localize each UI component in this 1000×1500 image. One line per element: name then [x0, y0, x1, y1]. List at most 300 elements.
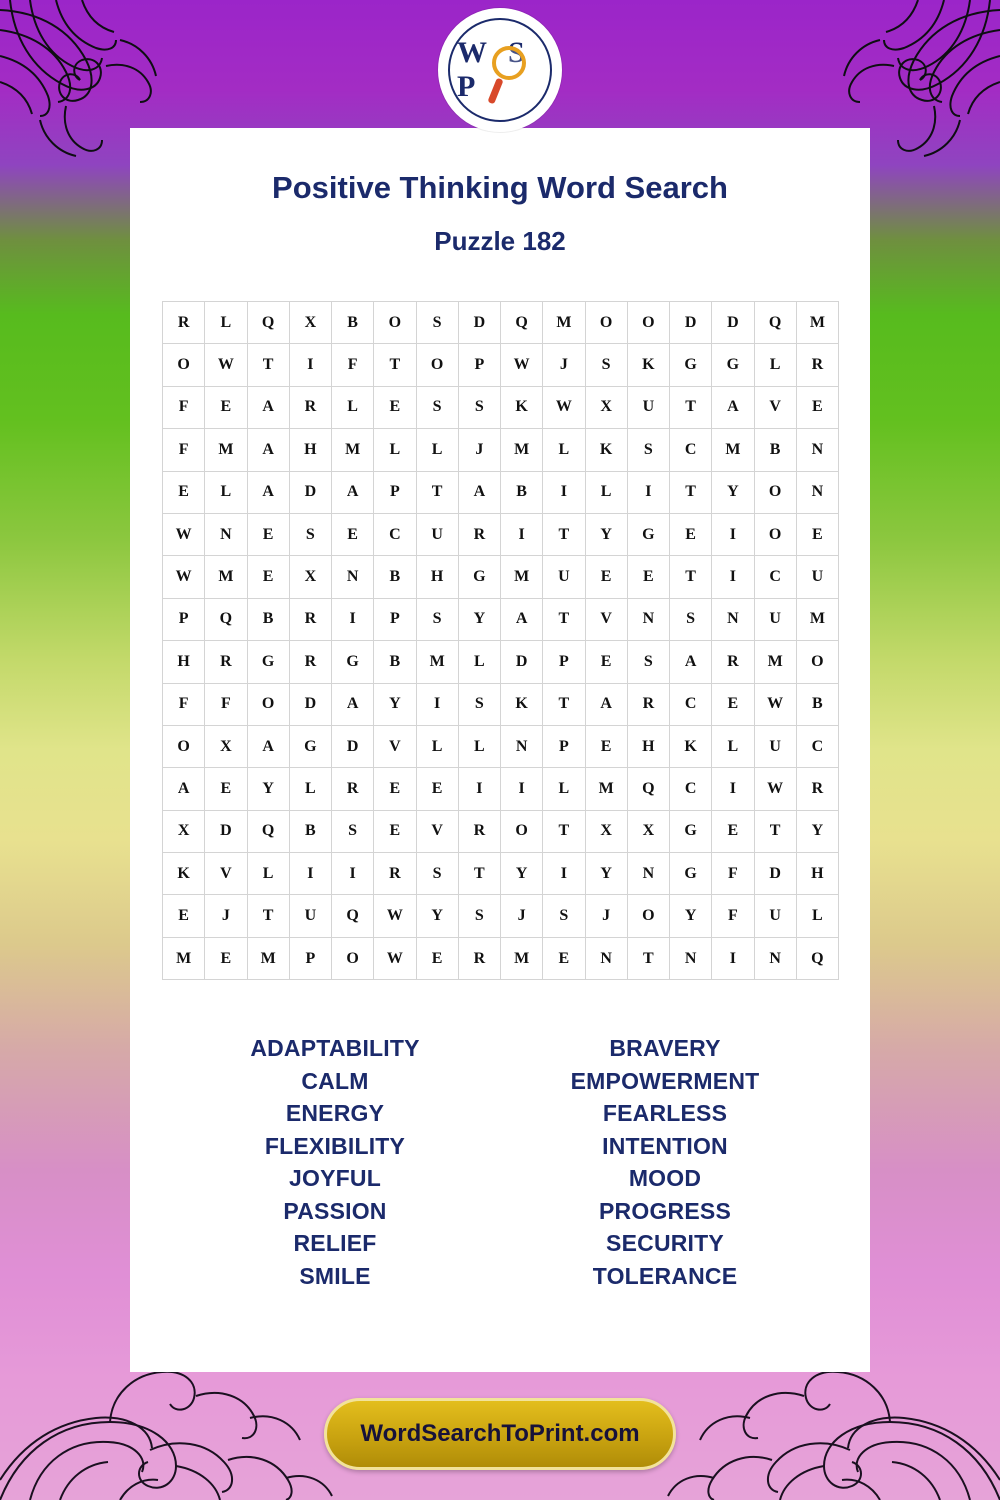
grid-cell[interactable]: I [332, 598, 374, 640]
grid-cell[interactable]: Y [501, 853, 543, 895]
grid-cell[interactable]: K [501, 683, 543, 725]
grid-cell[interactable]: T [627, 937, 669, 979]
grid-cell[interactable]: A [332, 683, 374, 725]
word-list-item: CALM [301, 1067, 369, 1094]
grid-cell[interactable]: O [163, 344, 205, 386]
grid-cell[interactable]: S [416, 853, 458, 895]
grid-cell[interactable]: I [458, 768, 500, 810]
grid-cell[interactable]: W [501, 344, 543, 386]
grid-cell[interactable]: L [205, 302, 247, 344]
word-list-item: PASSION [283, 1197, 387, 1224]
grid-cell[interactable]: B [796, 683, 838, 725]
grid-cell[interactable]: G [670, 810, 712, 852]
grid-cell[interactable]: X [163, 810, 205, 852]
grid-cell[interactable]: U [754, 895, 796, 937]
grid-cell[interactable]: K [163, 853, 205, 895]
word-list-item: SECURITY [606, 1230, 724, 1257]
grid-cell[interactable]: T [670, 386, 712, 428]
grid-cell[interactable]: M [501, 937, 543, 979]
grid-cell[interactable]: Q [501, 302, 543, 344]
grid-cell[interactable]: X [205, 725, 247, 767]
grid-cell[interactable]: R [289, 641, 331, 683]
grid-cell[interactable]: G [247, 641, 289, 683]
grid-cell[interactable]: N [712, 598, 754, 640]
grid-cell[interactable]: U [289, 895, 331, 937]
grid-cell[interactable]: L [247, 853, 289, 895]
grid-cell[interactable]: N [670, 937, 712, 979]
grid-cell[interactable]: G [670, 853, 712, 895]
grid-cell[interactable]: U [627, 386, 669, 428]
grid-cell[interactable]: P [543, 725, 585, 767]
grid-cell[interactable]: O [416, 344, 458, 386]
grid-cell[interactable]: S [627, 429, 669, 471]
grid-cell[interactable]: Y [712, 471, 754, 513]
grid-cell[interactable]: L [712, 725, 754, 767]
grid-cell[interactable]: W [754, 768, 796, 810]
grid-cell[interactable]: E [374, 386, 416, 428]
grid-cell[interactable]: R [205, 641, 247, 683]
word-list-item: EMPOWERMENT [570, 1067, 760, 1094]
grid-cell[interactable]: V [205, 853, 247, 895]
grid-cell[interactable]: D [712, 302, 754, 344]
word-search-grid-wrap [162, 301, 838, 980]
grid-cell[interactable]: H [163, 641, 205, 683]
grid-cell[interactable]: L [416, 429, 458, 471]
grid-cell[interactable]: D [458, 302, 500, 344]
grid-cell[interactable]: N [501, 725, 543, 767]
grid-cell[interactable]: E [585, 725, 627, 767]
grid-cell[interactable]: R [627, 683, 669, 725]
grid-cell[interactable]: R [289, 386, 331, 428]
grid-cell[interactable]: W [374, 937, 416, 979]
grid-cell[interactable]: F [163, 386, 205, 428]
grid-row [163, 810, 839, 852]
grid-cell[interactable]: W [754, 683, 796, 725]
grid-cell[interactable]: E [416, 937, 458, 979]
grid-cell[interactable]: U [416, 513, 458, 555]
grid-row [163, 344, 839, 386]
grid-row [163, 725, 839, 767]
grid-cell[interactable]: Y [796, 810, 838, 852]
grid-cell[interactable]: Y [670, 895, 712, 937]
grid-cell[interactable]: A [585, 683, 627, 725]
grid-cell[interactable]: N [627, 598, 669, 640]
grid-cell[interactable]: E [627, 556, 669, 598]
grid-cell[interactable]: I [712, 768, 754, 810]
grid-cell[interactable]: Q [796, 937, 838, 979]
grid-cell[interactable]: T [543, 598, 585, 640]
grid-cell[interactable]: S [670, 598, 712, 640]
grid-cell[interactable]: E [205, 768, 247, 810]
grid-cell[interactable]: Q [332, 895, 374, 937]
grid-cell[interactable]: A [501, 598, 543, 640]
grid-cell[interactable]: N [796, 471, 838, 513]
grid-cell[interactable]: R [163, 302, 205, 344]
grid-cell[interactable]: T [543, 513, 585, 555]
grid-cell[interactable]: U [796, 556, 838, 598]
grid-cell[interactable]: B [289, 810, 331, 852]
grid-cell[interactable]: M [543, 302, 585, 344]
grid-cell[interactable]: O [332, 937, 374, 979]
grid-cell[interactable]: Q [247, 810, 289, 852]
grid-cell[interactable]: O [374, 302, 416, 344]
grid-cell[interactable]: T [670, 556, 712, 598]
grid-cell[interactable]: I [712, 513, 754, 555]
grid-cell[interactable]: P [289, 937, 331, 979]
site-url-text: WordSearchToPrint.com [360, 1420, 640, 1447]
grid-cell[interactable]: P [374, 598, 416, 640]
grid-cell[interactable]: T [543, 810, 585, 852]
grid-cell[interactable]: S [289, 513, 331, 555]
grid-cell[interactable]: I [289, 853, 331, 895]
grid-cell[interactable]: F [163, 429, 205, 471]
grid-cell[interactable]: M [796, 302, 838, 344]
grid-cell[interactable]: B [374, 556, 416, 598]
grid-cell[interactable]: E [796, 386, 838, 428]
grid-cell[interactable]: I [712, 937, 754, 979]
grid-cell[interactable]: K [627, 344, 669, 386]
grid-cell[interactable]: E [332, 513, 374, 555]
grid-cell[interactable]: E [712, 683, 754, 725]
grid-cell[interactable]: U [754, 725, 796, 767]
grid-cell[interactable]: P [374, 471, 416, 513]
grid-cell[interactable]: R [458, 810, 500, 852]
grid-cell[interactable]: S [585, 344, 627, 386]
grid-cell[interactable]: F [332, 344, 374, 386]
grid-cell[interactable]: A [247, 471, 289, 513]
page-title: Positive Thinking Word Search [272, 170, 728, 205]
grid-cell[interactable]: N [754, 937, 796, 979]
grid-row [163, 386, 839, 428]
grid-cell[interactable]: W [163, 513, 205, 555]
grid-cell[interactable]: A [332, 471, 374, 513]
grid-cell[interactable]: L [458, 725, 500, 767]
grid-cell[interactable]: S [627, 641, 669, 683]
grid-cell[interactable]: E [163, 895, 205, 937]
grid-cell[interactable]: N [796, 429, 838, 471]
grid-cell[interactable]: T [374, 344, 416, 386]
grid-cell[interactable]: B [332, 302, 374, 344]
grid-cell[interactable]: O [627, 895, 669, 937]
word-list-item: MOOD [628, 1165, 702, 1192]
grid-cell[interactable]: F [712, 853, 754, 895]
grid-cell[interactable]: C [670, 683, 712, 725]
grid-cell[interactable]: L [543, 429, 585, 471]
grid-row [163, 513, 839, 555]
grid-cell[interactable]: Q [247, 302, 289, 344]
puzzle-sheet [130, 128, 870, 1372]
grid-cell[interactable]: I [501, 513, 543, 555]
grid-cell[interactable]: E [247, 556, 289, 598]
grid-cell[interactable]: B [374, 641, 416, 683]
grid-cell[interactable]: M [416, 641, 458, 683]
grid-cell[interactable]: O [796, 641, 838, 683]
grid-cell[interactable]: L [543, 768, 585, 810]
grid-cell[interactable]: X [289, 302, 331, 344]
grid-cell[interactable]: G [289, 725, 331, 767]
grid-row [163, 937, 839, 979]
grid-cell[interactable]: D [754, 853, 796, 895]
grid-row [163, 302, 839, 344]
grid-cell[interactable]: X [585, 386, 627, 428]
grid-cell[interactable]: O [501, 810, 543, 852]
grid-cell[interactable]: K [501, 386, 543, 428]
grid-cell[interactable]: O [627, 302, 669, 344]
grid-cell[interactable]: E [374, 810, 416, 852]
grid-cell[interactable]: M [205, 556, 247, 598]
grid-cell[interactable]: F [205, 683, 247, 725]
grid-cell[interactable]: R [374, 853, 416, 895]
grid-row [163, 598, 839, 640]
grid-cell[interactable]: C [374, 513, 416, 555]
grid-cell[interactable]: T [416, 471, 458, 513]
grid-cell[interactable]: X [289, 556, 331, 598]
grid-cell[interactable]: S [416, 386, 458, 428]
grid-cell[interactable]: D [332, 725, 374, 767]
grid-cell[interactable]: S [416, 598, 458, 640]
grid-cell[interactable]: C [754, 556, 796, 598]
grid-cell[interactable]: H [627, 725, 669, 767]
grid-cell[interactable]: G [458, 556, 500, 598]
word-list-item: FLEXIBILITY [264, 1132, 406, 1159]
grid-cell[interactable]: F [163, 683, 205, 725]
grid-cell[interactable]: Q [205, 598, 247, 640]
grid-cell[interactable]: T [754, 810, 796, 852]
grid-cell[interactable]: A [712, 386, 754, 428]
grid-row [163, 641, 839, 683]
grid-cell[interactable]: R [712, 641, 754, 683]
grid-cell[interactable]: B [247, 598, 289, 640]
grid-cell[interactable]: X [627, 810, 669, 852]
grid-cell[interactable]: N [585, 937, 627, 979]
grid-cell[interactable]: J [458, 429, 500, 471]
grid-cell[interactable]: E [712, 810, 754, 852]
grid-cell[interactable]: I [332, 853, 374, 895]
grid-cell[interactable]: I [289, 344, 331, 386]
grid-cell[interactable]: O [585, 302, 627, 344]
grid-cell[interactable]: J [543, 344, 585, 386]
grid-cell[interactable]: Y [247, 768, 289, 810]
grid-cell[interactable]: M [754, 641, 796, 683]
word-list-item: RELIEF [293, 1230, 377, 1257]
grid-cell[interactable]: O [163, 725, 205, 767]
grid-cell[interactable]: T [543, 683, 585, 725]
grid-cell[interactable]: K [670, 725, 712, 767]
grid-cell[interactable]: A [247, 725, 289, 767]
grid-cell[interactable]: H [416, 556, 458, 598]
word-list-column-right [500, 1032, 830, 1292]
word-list-item: FEARLESS [602, 1100, 728, 1127]
grid-cell[interactable]: I [501, 768, 543, 810]
grid-cell[interactable]: E [247, 513, 289, 555]
word-list-item: INTENTION [602, 1132, 728, 1159]
grid-row [163, 471, 839, 513]
grid-cell[interactable]: U [543, 556, 585, 598]
grid-cell[interactable]: A [163, 768, 205, 810]
grid-cell[interactable]: L [332, 386, 374, 428]
grid-cell[interactable]: P [163, 598, 205, 640]
site-url-badge[interactable] [324, 1398, 676, 1470]
grid-cell[interactable]: E [205, 937, 247, 979]
grid-cell[interactable]: M [501, 429, 543, 471]
grid-cell[interactable]: O [247, 683, 289, 725]
grid-cell[interactable]: L [416, 725, 458, 767]
grid-cell[interactable]: R [796, 768, 838, 810]
grid-cell[interactable]: D [501, 641, 543, 683]
grid-cell[interactable]: I [416, 683, 458, 725]
grid-cell[interactable]: R [458, 937, 500, 979]
grid-cell[interactable]: R [458, 513, 500, 555]
grid-cell[interactable]: X [585, 810, 627, 852]
grid-cell[interactable]: L [754, 344, 796, 386]
grid-row [163, 556, 839, 598]
grid-cell[interactable]: T [247, 895, 289, 937]
grid-cell[interactable]: M [712, 429, 754, 471]
word-list-column-left [170, 1032, 500, 1292]
grid-cell[interactable]: L [458, 641, 500, 683]
word-list [170, 1032, 830, 1292]
grid-cell[interactable]: D [205, 810, 247, 852]
grid-cell[interactable]: W [205, 344, 247, 386]
puzzle-number: Puzzle 182 [434, 226, 566, 256]
grid-cell[interactable]: I [543, 853, 585, 895]
grid-cell[interactable]: S [458, 895, 500, 937]
grid-cell[interactable]: E [543, 937, 585, 979]
grid-cell[interactable]: N [332, 556, 374, 598]
grid-cell[interactable]: V [754, 386, 796, 428]
grid-cell[interactable]: L [205, 471, 247, 513]
grid-cell[interactable]: D [289, 471, 331, 513]
grid-cell[interactable]: R [332, 768, 374, 810]
grid-cell[interactable]: S [332, 810, 374, 852]
grid-cell[interactable]: M [585, 768, 627, 810]
grid-cell[interactable]: V [416, 810, 458, 852]
word-list-item: BRAVERY [609, 1035, 721, 1062]
word-list-item: ENERGY [285, 1100, 385, 1127]
grid-cell[interactable]: G [670, 344, 712, 386]
grid-cell[interactable]: M [247, 937, 289, 979]
grid-cell[interactable]: K [585, 429, 627, 471]
grid-cell[interactable]: E [205, 386, 247, 428]
grid-cell[interactable]: G [332, 641, 374, 683]
grid-cell[interactable]: J [205, 895, 247, 937]
grid-cell[interactable]: T [670, 471, 712, 513]
grid-cell[interactable]: S [458, 683, 500, 725]
grid-cell[interactable]: E [374, 768, 416, 810]
grid-cell[interactable]: Y [585, 513, 627, 555]
grid-cell[interactable]: W [163, 556, 205, 598]
grid-cell[interactable]: E [585, 641, 627, 683]
word-list-item: ADAPTABILITY [250, 1035, 420, 1062]
grid-cell[interactable]: C [796, 725, 838, 767]
grid-cell[interactable]: W [374, 895, 416, 937]
grid-cell[interactable]: M [796, 598, 838, 640]
grid-cell[interactable]: L [374, 429, 416, 471]
grid-cell[interactable]: Y [458, 598, 500, 640]
grid-cell[interactable]: W [543, 386, 585, 428]
grid-cell[interactable]: M [205, 429, 247, 471]
grid-cell[interactable]: H [796, 853, 838, 895]
grid-cell[interactable]: N [627, 853, 669, 895]
grid-cell[interactable]: P [543, 641, 585, 683]
grid-cell[interactable]: Y [416, 895, 458, 937]
grid-cell[interactable]: L [585, 471, 627, 513]
grid-cell[interactable]: I [712, 556, 754, 598]
grid-cell[interactable]: L [289, 768, 331, 810]
grid-row [163, 895, 839, 937]
grid-cell[interactable]: V [585, 598, 627, 640]
grid-cell[interactable]: E [796, 513, 838, 555]
grid-cell[interactable]: C [670, 429, 712, 471]
grid-cell[interactable]: B [754, 429, 796, 471]
grid-cell[interactable]: T [247, 344, 289, 386]
grid-cell[interactable]: I [543, 471, 585, 513]
grid-cell[interactable]: G [627, 513, 669, 555]
grid-cell[interactable]: A [247, 386, 289, 428]
grid-cell[interactable]: Q [627, 768, 669, 810]
grid-cell[interactable]: N [205, 513, 247, 555]
grid-cell[interactable]: U [754, 598, 796, 640]
grid-cell[interactable]: M [163, 937, 205, 979]
grid-cell[interactable]: A [247, 429, 289, 471]
grid-cell[interactable]: R [796, 344, 838, 386]
grid-cell[interactable]: P [458, 344, 500, 386]
grid-cell[interactable]: O [754, 513, 796, 555]
grid-cell[interactable]: B [501, 471, 543, 513]
grid-cell[interactable]: H [289, 429, 331, 471]
grid-cell[interactable]: S [416, 302, 458, 344]
grid-cell[interactable]: L [796, 895, 838, 937]
grid-cell[interactable]: A [458, 471, 500, 513]
grid-cell[interactable]: Q [754, 302, 796, 344]
grid-cell[interactable]: S [458, 386, 500, 428]
grid-cell[interactable]: S [543, 895, 585, 937]
grid-cell[interactable]: A [670, 641, 712, 683]
word-list-item: TOLERANCE [592, 1262, 738, 1289]
grid-cell[interactable]: T [458, 853, 500, 895]
grid-cell[interactable]: Y [374, 683, 416, 725]
grid-cell[interactable]: V [374, 725, 416, 767]
logo-inner-ring [448, 18, 552, 122]
grid-cell[interactable]: F [712, 895, 754, 937]
magnifier-icon [492, 46, 526, 80]
word-list-item: PROGRESS [599, 1197, 731, 1224]
grid-cell[interactable]: J [501, 895, 543, 937]
grid-row [163, 768, 839, 810]
grid-row [163, 683, 839, 725]
logo-letters: W S P [457, 36, 532, 103]
grid-cell[interactable]: D [670, 302, 712, 344]
grid-cell[interactable]: O [754, 471, 796, 513]
grid-cell[interactable]: M [501, 556, 543, 598]
grid-cell[interactable]: E [416, 768, 458, 810]
grid-cell[interactable]: I [627, 471, 669, 513]
grid-cell[interactable]: E [670, 513, 712, 555]
grid-row [163, 429, 839, 471]
grid-cell[interactable]: J [585, 895, 627, 937]
word-list-item: SMILE [299, 1262, 371, 1289]
grid-cell[interactable]: M [332, 429, 374, 471]
grid-cell[interactable]: G [712, 344, 754, 386]
grid-cell[interactable]: E [585, 556, 627, 598]
grid-cell[interactable]: Y [585, 853, 627, 895]
grid-cell[interactable]: D [289, 683, 331, 725]
word-search-grid[interactable] [162, 301, 839, 980]
site-logo [438, 8, 562, 132]
grid-cell[interactable]: E [163, 471, 205, 513]
grid-cell[interactable]: R [289, 598, 331, 640]
grid-cell[interactable]: C [670, 768, 712, 810]
